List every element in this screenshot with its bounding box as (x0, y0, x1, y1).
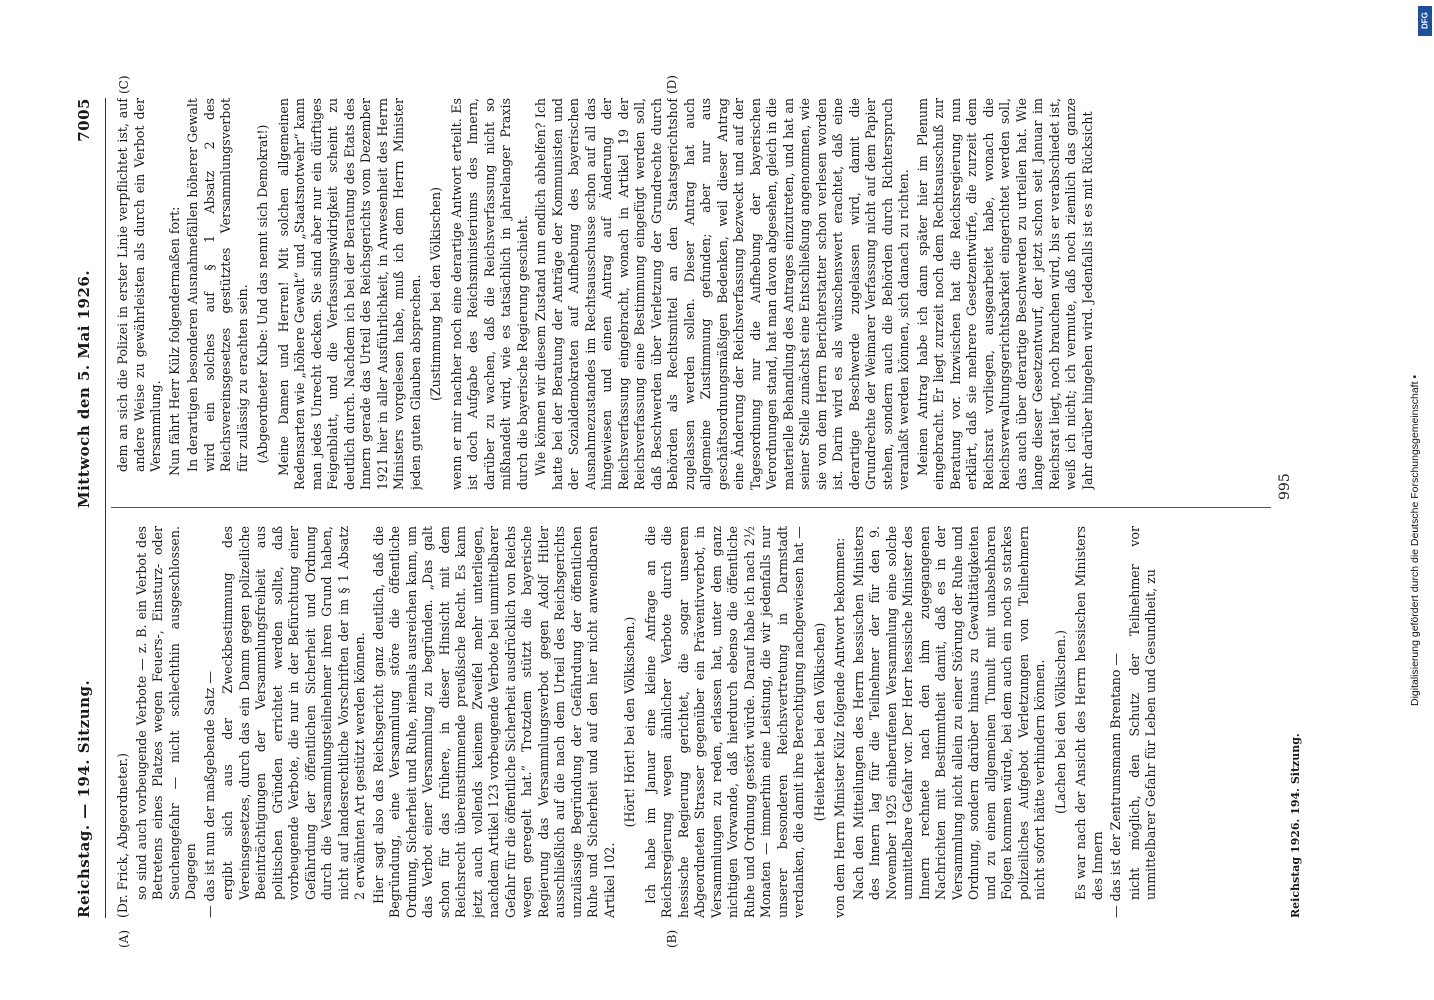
paragraph: Nun fährt Herr Külz folgendermaßen fort: (166, 206, 182, 476)
rotated-page-content (65, 75, 1327, 948)
page-footer: Reichstag 1926. 194. Sitzung. (1289, 733, 1302, 918)
margin-mark-a: (A) (117, 929, 131, 948)
column-divider (111, 507, 1271, 508)
interjection: (Heiterkeit bei den Völkischen) (811, 622, 827, 822)
paragraph: — das ist nun der maßgebende Satz — (201, 670, 217, 918)
quoted-paragraph: In derartigen besonderen Ausnahmefällen höherer Gewalt wird ein solches auf § 1 Absatz 2 des Reichsvereinsgesetzes gestütztes Versammlungsverbot für zulässig zu erachten sein. (185, 98, 250, 472)
paragraph: — das ist der Zentrumsmann Brentano — (1108, 652, 1123, 918)
paragraph: Ich habe im Januar eine kleine Anfrage an die Reichsregierung wegen ähnlicher Verbote durch die hessische Regierung gerichtet, die sogar unserem Abgeordneten Strasser gegenüber ein Präventivverbot, in Versammlungen zu reden, erlassen hat, unter dem ganz nichtigen Vorwande, daß hierdurch ebenso die öffentliche Ruhe und Ordnung gestört würde. Darauf habe ich nach 2½ Monaten — immerhin eine Leistung, die wir jedenfalls nur unserer besonderen Reichsvertretung in Darmstadt verdanken, die damit ihre Berechtigung nachgewiesen hat — (642, 526, 806, 918)
right-column (115, 98, 1275, 490)
margin-mark-b: (B) (665, 929, 679, 948)
paragraph: Meinen Antrag habe ich dann später hier im Plenum eingebracht. Er liegt zurzeit noch dem Rechtsausschuß zur Beratung vor. Inzwischen hat die Reichsregierung nun erklärt, daß sie mehrere Gesetzentwürfe, die zurzeit dem Reichsrat vorliegen, ausgearbeitet habe, wonach die Reichsverwaltungsgerichtsbarkeit eingerichtet werden soll, das auch über derartige Beschwerden zu urteilen hat. Wie lange dieser Gesetzentwurf, der jetzt schon seit Januar im Reichsrat liegt, noch brauchen wird, bis er verabschiedet ist, weiß ich nicht; ich vermute, daß noch ziemlich das ganze Jahr darüber hingehen wird. Jedenfalls ist es mit Rücksicht (914, 98, 1095, 490)
interjection: (Hört! Hört! bei den Völkischen.) (622, 616, 637, 828)
paragraph: Wie können wir diesem Zustand nun endlich abhelfen? Ich hatte bei der Beratung der Anträge der Kommunisten und der Sozialdemokraten auf Aufhebung des bayerischen Ausnahmezustandes im Rechtsausschusse schon auf all das hingewiesen und einen Antrag auf Änderung der Reichsverfassung eingebracht, wonach in Artikel 19 der Reichsverfassung eine Bestimmung eingefügt werden soll, daß Beschwerden über Verletzung der Grundrechte durch Behörden als Rechtsmittel an den Staatsgerichtshof zugelassen werden sollen. Dieser Antrag hat auch allgemeine Zustimmung gefunden; aber nur aus geschäftsordnungsmäßigen Bedenken, weil dieser Antrag eine Änderung der Reichsverfassung bezweckt und auf der Tagesordnung nur die Aufhebung der bayerischen Verordnungen stand, hat man davon abgesehen, gleich in die materielle Behandlung des Antrages einzutreten, und hat an seiner Stelle zunächst eine Entschließung angenommen, wie sie von dem Herrn Berichterstatter schon verlesen worden ist. Darin wird es als wünschenswert erachtet, daß eine derartige Beschwerde zugelassen wird, damit die Grundrechte der Weimarer Verfassung nicht auf dem Papier stehen, sondern auch die Behörden durch Richterspruch veranlaßt werden können, sich danach zu richten. (533, 98, 911, 490)
page-signature: 995 (1277, 473, 1293, 500)
page-number: 7005 (75, 98, 93, 142)
quoted-paragraph: Es war nach der Ansicht des Herrn hessischen Ministers des Innern (1073, 526, 1105, 900)
paragraph: Hier sagt also das Reichsgericht ganz deutlich, daß die Begründung, eine Versammlung störe die öffentliche Ordnung, Sicherheit und Ruhe, niemals ausreichen kann, um das Verbot einer Versammlung zu begründen. „Das galt schon für das frühere, in dieser Hinsicht mit dem Reichsrecht übereinstimmende preußische Recht. Es kann jetzt auch vollends keinem Zweifel mehr unterliegen, nachdem Artikel 123 vorbeugende Verbote bei unmittelbarer Gefahr für die öffentliche Sicherheit ausdrücklich von Reichs wegen geregelt hat.“ Trotzdem stützt die bayerische Regierung das Versammlungsverbot gegen Adolf Hitler ausschließlich auf die nach dem Urteil des Reichsgerichts unzulässige Begründung der Gefährdung der öffentlichen Ruhe und Sicherheit und auf den hier nicht anwendbaren Artikel 102. (370, 526, 617, 918)
header-rule (105, 98, 106, 918)
interjection: (Zustimmung bei den Völkischen) (428, 187, 443, 401)
paragraph: von dem Herrn Minister Külz folgende Antwort bekommen: (832, 537, 847, 918)
quoted-paragraph: ergibt sich aus der Zweckbestimmung des Vereinsgesetzes, durch das ein Damm gegen polizeiliche Beeinträchtigungen der Versammlungsfreiheit aus politischen Gründen errichtet werden sollte, daß vorbeugende Verbote, die nur in der Befürchtung einer Gefährdung der öffentlichen Sicherheit und Ordnung durch die Versammlungsteilnehmer ihren Grund haben, nicht auf landesrechtliche Vorschriften der im § 1 Absatz 2 erwähnten Art gestützt werden können. (220, 526, 367, 900)
paragraph: wenn er mir nachher noch eine derartige Antwort erteilt. Es ist doch Aufgabe des Reichsministeriums des Innern, darüber zu wachen, daß die Reichsverfassung nicht so mißhandelt wird, wie es tatsächlich in jahrelanger Praxis durch die bayerische Regierung geschieht. (448, 98, 530, 490)
digitization-credit-text: Digitalisierung gefördert durch die Deutsche Forschungsgemeinschaft • (1409, 374, 1421, 706)
page-header (75, 98, 109, 918)
margin-mark-c: (C) (117, 75, 131, 94)
quoted-paragraph: dem an sich die Polizei in erster Linie verpflichtet ist, auf andere Weise zu gewährleisten als durch ein Verbot der Versammlung. (115, 98, 163, 472)
header-right-title: Mittwoch den 5. Mai 1926. (75, 269, 93, 508)
interjection: (Abgeordneter Kube: Und das nennt sich Demokrat!) (255, 124, 270, 464)
quoted-paragraph: Nach den Mitteilungen des Herrn hessischen Ministers des Innern lag für die Teilnehmer der für den 9. November 1925 einberufenen Versammlung eine solche unmittelbare Gefahr vor. Der Herr hessische Minister des Innern rechnete nach den ihm zugegangenen Nachrichten mit Bestimmtheit damit, daß es in der Versammlung nicht allein zu einer Störung der Ruhe und Ordnung, sondern darüber hinaus zu Gewalttätigkeiten und zu einem allgemeinen Tumult mit unabsehbaren Folgen kommen würde, bei dem auch ein noch so starkes polizeiliches Aufgebot Verletzungen von Teilnehmern nicht sofort hätte verhindern können. (850, 526, 1047, 900)
paragraph: so sind auch vorbeugende Verbote — z. B. ein Verbot des Betretens eines Platzes wegen Feuers-, Einsturz- oder Seuchengefahr — nicht schlechthin ausgeschlossen. Dagegen (133, 526, 198, 900)
left-column (115, 526, 1275, 918)
header-left-title: Reichstag. — 194. Sitzung. (75, 679, 93, 918)
quoted-paragraph: nicht möglich, den Schutz der Teilnehmer vor unmittelbarer Gefahr für Leben und Gesundheit, zu (1126, 526, 1158, 900)
dfg-logo-badge: DFG (1418, 6, 1432, 36)
margin-mark-d: (D) (665, 75, 679, 94)
speaker-tag: (Dr. Frick, Abgeordneter.) (115, 752, 130, 918)
interjection: (Lachen bei den Völkischen.) (1052, 630, 1068, 815)
digitization-credit (1405, 6, 1431, 726)
paragraph: Meine Damen und Herren! Mit solchen allgemeinen Redensarten wie „höhere Gewalt“ und „Staatsnotwehr“ kann man jedes Unrecht decken. Sie sind aber nur ein dürftiges Feigenblatt, und die Verfassungswidrigkeit scheint zu deutlich durch. Nachdem ich bei der Beratung des Etats des Innern gerade das Urteil des Reichsgerichts vom Dezember 1921 hier in aller Ausführlichkeit, in Anwesenheit des Herrn Ministers vorgelesen habe, muß ich dem Herrn Minister jeden guten Glauben absprechen. (275, 98, 423, 490)
